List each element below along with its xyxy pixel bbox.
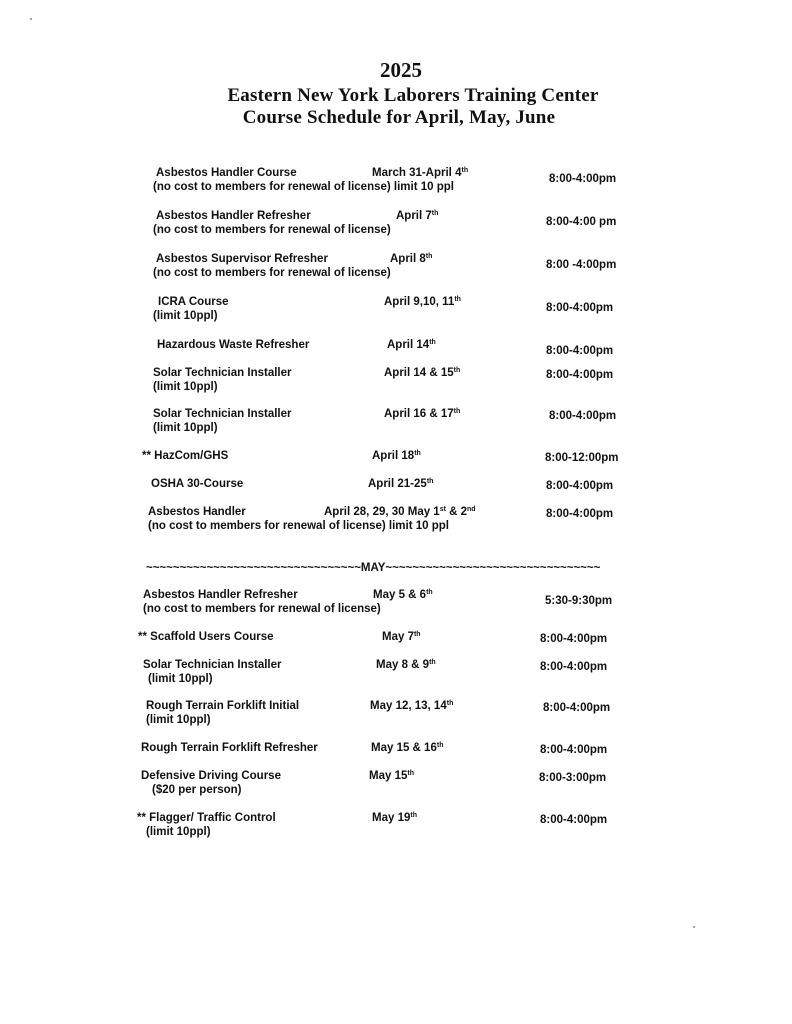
course-entry — [0, 699, 792, 735]
course-dates: May 15th — [369, 770, 414, 782]
course-name: Asbestos Supervisor Refresher — [156, 253, 328, 265]
course-entry — [0, 658, 792, 694]
course-note: (limit 10ppl) — [153, 310, 218, 322]
course-name: Asbestos Handler Course — [156, 167, 297, 179]
course-time: 8:00-4:00pm — [546, 345, 614, 357]
course-dates: May 19th — [372, 812, 417, 824]
course-dates: April 14th — [387, 339, 436, 351]
course-dates: April 8th — [390, 253, 433, 265]
course-note: (no cost to members for renewal of license) — [153, 224, 391, 236]
course-name: ** Flagger/ Traffic Control — [137, 812, 276, 824]
course-name: Rough Terrain Forklift Refresher — [141, 742, 318, 754]
course-dates: May 12, 13, 14th — [370, 700, 454, 712]
course-entry — [0, 209, 792, 245]
course-name: Asbestos Handler Refresher — [143, 589, 298, 601]
course-entry — [0, 295, 792, 331]
course-entry — [0, 811, 792, 847]
course-entry — [0, 505, 792, 541]
course-time: 8:00-4:00pm — [546, 369, 614, 381]
course-time: 8:00-4:00pm — [546, 508, 614, 520]
organization-title: Eastern New York Laborers Training Center — [227, 85, 599, 106]
course-dates: May 7th — [382, 631, 421, 643]
course-dates: May 5 & 6th — [373, 589, 433, 601]
course-entry — [0, 769, 792, 805]
course-note: (no cost to members for renewal of license) limit 10 ppl — [153, 181, 454, 193]
course-dates: April 14 & 15th — [384, 367, 461, 379]
course-entry — [0, 252, 792, 288]
course-note: (limit 10ppl) — [153, 422, 218, 434]
course-name: Hazardous Waste Refresher — [157, 339, 310, 351]
course-time: 8:00-4:00pm — [549, 173, 617, 185]
course-time: 8:00-4:00pm — [540, 661, 608, 673]
course-time: 8:00-4:00pm — [540, 633, 608, 645]
scan-speck — [693, 926, 695, 928]
course-name: ICRA Course — [158, 296, 229, 308]
course-note: (no cost to members for renewal of license) — [143, 603, 381, 615]
course-name: Asbestos Handler Refresher — [156, 210, 311, 222]
course-dates: April 9,10, 11th — [384, 296, 461, 308]
course-entry — [0, 166, 792, 202]
course-name: ** HazCom/GHS — [142, 450, 229, 462]
course-note: (limit 10ppl) — [146, 826, 211, 838]
course-note: (no cost to members for renewal of license) limit 10 ppl — [148, 520, 449, 532]
course-dates: April 18th — [372, 450, 421, 462]
course-note: (limit 10ppl) — [146, 714, 211, 726]
course-name: Defensive Driving Course — [141, 770, 281, 782]
document-year: 2025 — [380, 58, 422, 82]
course-time: 8:00-4:00pm — [540, 814, 608, 826]
course-time: 8:00-3:00pm — [539, 772, 607, 784]
course-dates: April 16 & 17th — [384, 408, 461, 420]
course-dates: March 31-April 4th — [372, 167, 469, 179]
course-name: Asbestos Handler — [148, 506, 246, 518]
course-time: 8:00-12:00pm — [545, 452, 619, 464]
course-name: Solar Technician Installer — [153, 408, 292, 420]
schedule-title: Course Schedule for April, May, June — [242, 107, 556, 128]
course-name: Solar Technician Installer — [143, 659, 282, 671]
course-name: Rough Terrain Forklift Initial — [146, 700, 300, 712]
course-name: Solar Technician Installer — [153, 367, 292, 379]
course-time: 8:00-4:00pm — [549, 410, 617, 422]
course-time: 5:30-9:30pm — [545, 595, 613, 607]
course-note: (no cost to members for renewal of license) — [153, 267, 391, 279]
course-time: 8:00-4:00pm — [546, 302, 614, 314]
course-dates: May 15 & 16th — [371, 742, 444, 754]
course-time: 8:00 -4:00pm — [546, 259, 617, 271]
course-dates: April 28, 29, 30 May 1st & 2nd — [324, 506, 476, 518]
course-time: 8:00-4:00pm — [546, 480, 614, 492]
course-dates: April 7th — [396, 210, 439, 222]
course-dates: May 8 & 9th — [376, 659, 436, 671]
course-note: (limit 10ppl) — [153, 381, 218, 393]
course-entry — [0, 366, 792, 402]
course-entry — [0, 588, 792, 624]
course-dates: April 21-25th — [368, 478, 434, 490]
course-note: ($20 per person) — [152, 784, 242, 796]
course-name: ** Scaffold Users Course — [138, 631, 274, 643]
course-name: OSHA 30-Course — [151, 478, 244, 490]
course-time: 8:00-4:00 pm — [546, 216, 617, 228]
course-entry — [0, 407, 792, 443]
course-note: (limit 10ppl) — [148, 673, 213, 685]
course-time: 8:00-4:00pm — [543, 702, 611, 714]
scan-speck — [30, 18, 32, 20]
course-time: 8:00-4:00pm — [540, 744, 608, 756]
may-section-divider: ~~~~~~~~~~~~~~~~~~~~~~~~~~~~~~~~MAY~~~~~~~~~~~~~~~~~~~~~~~~~~~~~~~~ — [146, 562, 601, 574]
